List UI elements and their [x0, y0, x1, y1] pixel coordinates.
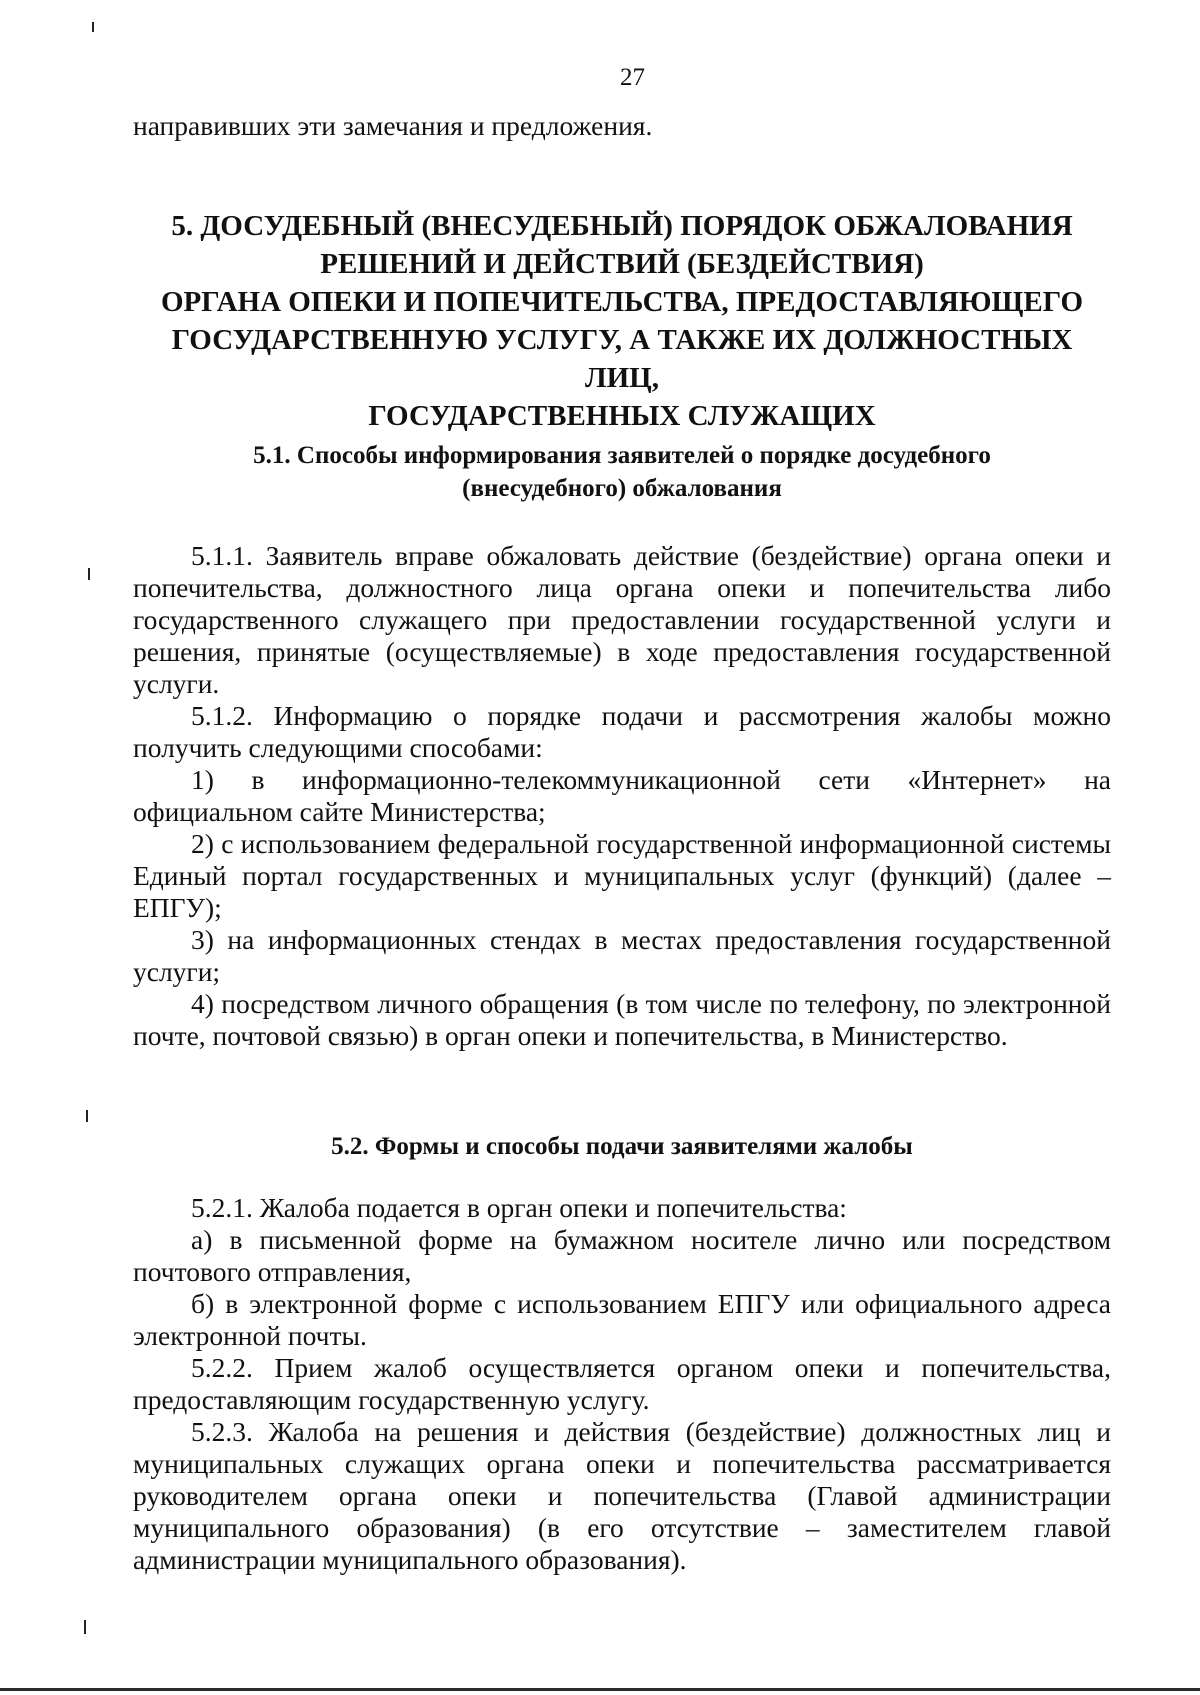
paragraph-5-2-3: 5.2.3. Жалоба на решения и действия (бездействие) должностных лиц и муниципальных служащих органа опеки и попечительства рассматривается руководителем органа опеки и попечительства (Главой администрации муниципального образования) (в его отсутствие – заместителем главой администрации муниципального образования).: [133, 1416, 1111, 1575]
list-item-2: 2) с использованием федеральной государственной информационной системы Единый портал государственных и муниципальных услуг (функций) (далее – ЕПГУ);: [133, 828, 1111, 923]
section-title-line: 5. ДОСУДЕБНЫЙ (ВНЕСУДЕБНЫЙ) ПОРЯДОК ОБЖАЛОВАНИЯ: [171, 210, 1073, 242]
subsection-title-5-1: [133, 439, 1111, 505]
section-title-line: ГОСУДАРСТВЕННЫХ СЛУЖАЩИХ: [368, 400, 876, 432]
paragraph-5-1-1: 5.1.1. Заявитель вправе обжаловать действие (бездействие) органа опеки и попечительства, должностного лица органа опеки и попечительства либо государственного служащего при предоставлении государственной услуги и решения, принятые (осуществляемые) в ходе предоставления государственной услуги.: [133, 540, 1111, 699]
continuation-text: [133, 110, 1111, 142]
paragraph-5-2-1: 5.2.1. Жалоба подается в орган опеки и попечительства:: [191, 1192, 847, 1223]
section-title-line: ОРГАНА ОПЕКИ И ПОПЕЧИТЕЛЬСТВА, ПРЕДОСТАВЛЯЮЩЕГО: [161, 286, 1083, 318]
list-item-b: б) в электронной форме с использованием ЕПГУ или официального адреса электронной почты.: [133, 1288, 1111, 1351]
scan-artifact-mark: [84, 1620, 86, 1634]
section-title-line: РЕШЕНИЙ И ДЕЙСТВИЙ (БЕЗДЕЙСТВИЯ): [320, 248, 924, 280]
list-item-3: 3) на информационных стендах в местах предоставления государственной услуги;: [133, 924, 1111, 987]
list-item-a: а) в письменной форме на бумажном носителе лично или посредством почтового отправления,: [133, 1224, 1111, 1287]
subsection-title-line: (внесудебного) обжалования: [462, 475, 782, 502]
scan-artifact-mark: [86, 1110, 88, 1122]
subsection-title-5-2: 5.2. Формы и способы подачи заявителями жалобы: [331, 1133, 913, 1160]
scan-bottom-edge: [0, 1688, 1200, 1691]
subsection-5-1-body: [133, 540, 1111, 1052]
scan-artifact-mark: [92, 22, 94, 32]
continuation-paragraph: направивших эти замечания и предложения.: [133, 110, 653, 141]
list-item-1: 1) в информационно-телекоммуникационной сети «Интернет» на официальном сайте Министерства;: [133, 764, 1111, 827]
page-number: 27: [620, 64, 645, 91]
scan-artifact-mark: [88, 568, 90, 580]
section-title-line: ГОСУДАРСТВЕННУЮ УСЛУГУ, А ТАКЖЕ ИХ ДОЛЖНОСТНЫХ ЛИЦ,: [171, 324, 1073, 394]
subsection-title-line: 5.1. Способы информирования заявителей о порядке досудебного: [253, 442, 991, 469]
paragraph-5-2-2: 5.2.2. Прием жалоб осуществляется органом опеки и попечительства, предоставляющим государственную услугу.: [133, 1352, 1111, 1415]
subsection-5-2-body: [133, 1192, 1111, 1576]
paragraph-5-1-2: 5.1.2. Информацию о порядке подачи и рассмотрения жалобы можно получить следующими способами:: [133, 700, 1111, 763]
list-item-4: 4) посредством личного обращения (в том числе по телефону, по электронной почте, почтовой связью) в орган опеки и попечительства, в Министерство.: [133, 988, 1111, 1051]
section-title: [133, 207, 1111, 435]
